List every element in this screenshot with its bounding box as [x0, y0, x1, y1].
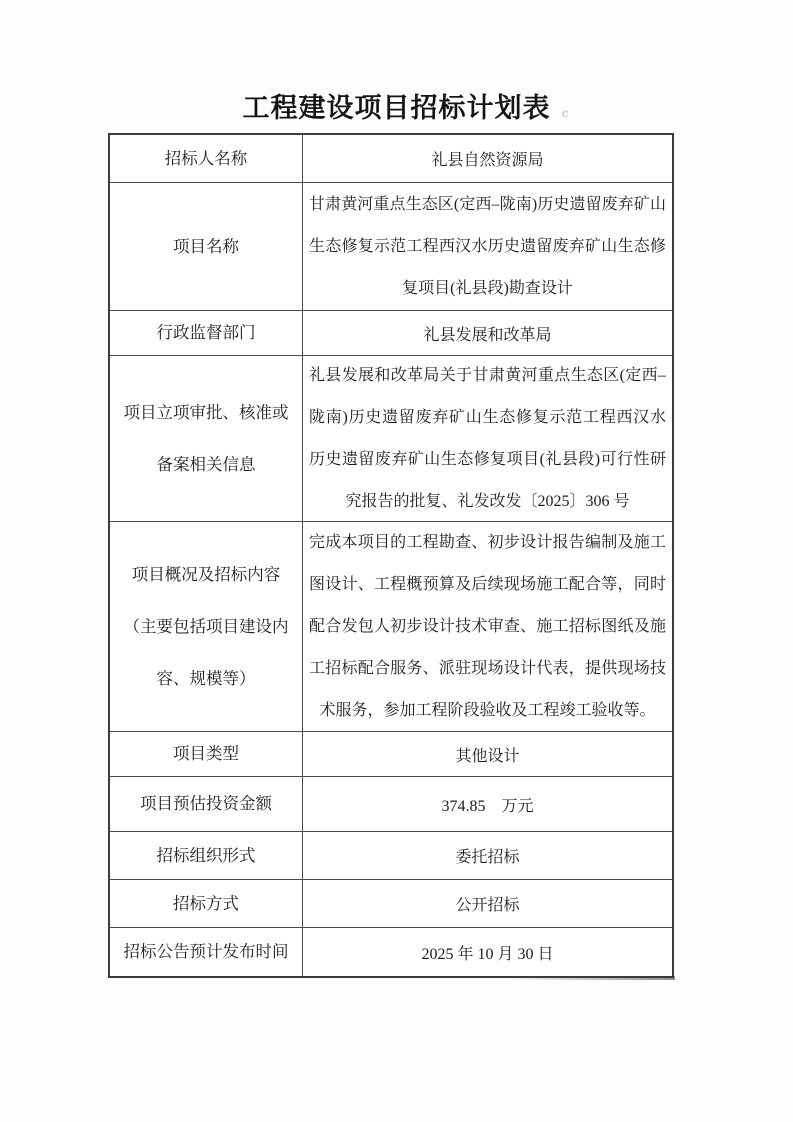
label-text: 项目预估投资金额 — [140, 794, 272, 813]
value-text: 2025 年 10 月 30 日 — [421, 945, 554, 963]
value-text: 礼县发展和改革局关于甘肃黄河重点生态区(定西–陇南)历史遗留废弃矿山生态修复示范工程西汉水历史遗留废弃矿山生态修复项目(礼县段)可行性研究报告的批复、礼发改发〔2025〕306 号 — [309, 366, 666, 510]
row-bidder-name-label — [110, 135, 303, 183]
row-project-overview-label — [110, 522, 303, 732]
row-announcement-date-value — [303, 928, 672, 976]
label-text: 招标人名称 — [164, 148, 248, 168]
row-project-name-label — [110, 183, 303, 311]
value-text: 委托招标 — [455, 849, 520, 866]
label-text: 项目类型 — [173, 744, 239, 763]
row-bidding-method-value — [303, 880, 672, 928]
scan-artifact-mark: c — [561, 105, 570, 121]
row-project-type-label — [110, 732, 303, 777]
row-project-overview-value — [303, 522, 672, 732]
label-text: 招标组织形式 — [156, 845, 256, 865]
label-text: 项目名称 — [173, 236, 239, 256]
row-project-type-value — [303, 732, 672, 777]
row-estimated-investment-value — [303, 777, 672, 832]
bidding-plan-table — [108, 133, 674, 978]
document-title: 工程建设项目招标计划表 — [242, 93, 551, 124]
row-estimated-investment-label — [110, 777, 303, 832]
row-approval-info-label — [110, 356, 303, 522]
row-bidder-name-value — [303, 135, 672, 183]
label-text: 行政监督部门 — [156, 323, 256, 342]
row-bidding-method-label — [110, 880, 303, 928]
value-text: 完成本项目的工程勘查、初步设计报告编制及施工图设计、工程概预算及后续现场施工配合等，同时配合发包人初步设计技术审查、施工招标图纸及施工招标配合服务、派驻现场设计代表，提供现场技术服务，参加工程阶段验收及工程竣工验收等。 — [309, 533, 666, 719]
value-text: 公开招标 — [455, 897, 520, 914]
row-organization-form-label — [110, 832, 303, 880]
row-project-name-value — [303, 183, 672, 311]
value-text: 甘肃黄河重点生态区(定西–陇南)历史遗留废弃矿山生态修复示范工程西汉水历史遗留废弃矿山生态修复项目(礼县段)勘查设计 — [309, 195, 666, 297]
row-supervision-dept-value — [303, 311, 672, 356]
value-text: 374.85 万元 — [441, 797, 534, 815]
row-organization-form-value — [303, 832, 672, 880]
value-text: 礼县发展和改革局 — [423, 326, 552, 344]
row-announcement-date-label — [110, 928, 303, 976]
value-text: 礼县自然资源局 — [431, 152, 544, 169]
label-text: 项目概况及招标内容（主要包括项目建设内容、规模等） — [123, 564, 289, 688]
row-approval-info-value — [303, 356, 672, 522]
label-text: 招标方式 — [173, 893, 239, 913]
row-supervision-dept-label — [110, 311, 303, 356]
label-text: 项目立项审批、核准或备案相关信息 — [123, 402, 289, 474]
value-text: 其他设计 — [455, 747, 520, 765]
label-text: 招标公告预计发布时间 — [123, 942, 289, 961]
